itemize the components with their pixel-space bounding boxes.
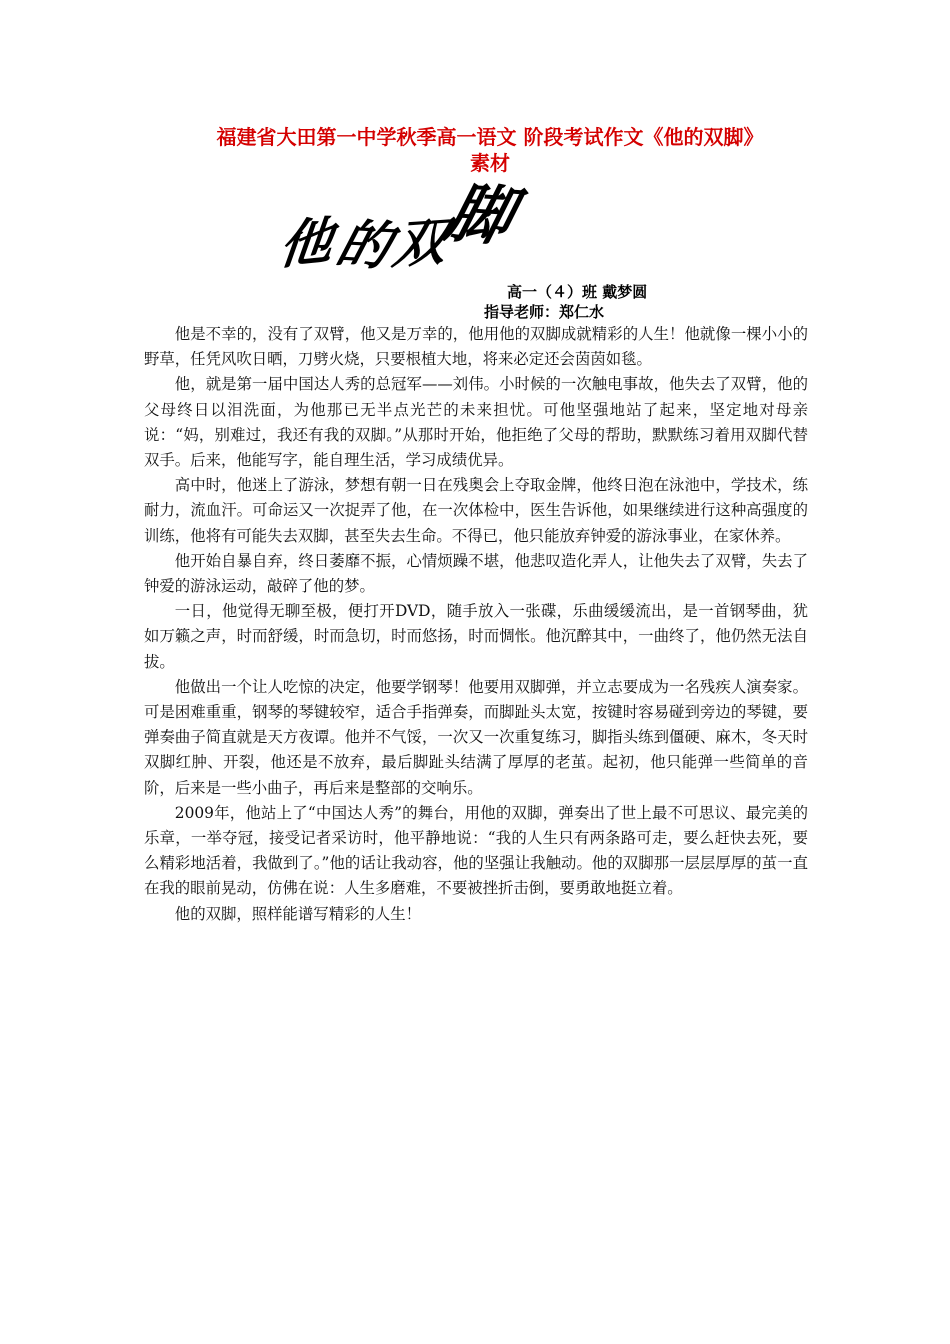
author-byline: 高一（４）班 戴梦圆 — [507, 283, 648, 301]
essay-paragraph: 高中时，他迷上了游泳，梦想有朝一日在残奥会上夺取金牌，他终日泡在泳池中，学技术，练耐力，流血汗。可命运又一次捉弄了他，在一次体检中，医生告诉他，如果继续进行这种高强度的训练，他将有可能失去双脚，甚至失去生命。不得已，他只能放弃钟爱的游泳事业，在家休养。 — [144, 476, 808, 545]
essay-paragraph: 他做出一个让人吃惊的决定，他要学钢琴！他要用双脚弹，并立志要成为一名残疾人演奏家。可是困难重重，钢琴的琴键较窄，适合手指弹奏，而脚趾头太宽，按键时容易碰到旁边的琴键，要弹奏曲子简直就是天方夜谭。他并不气馁，一次又一次重复练习，脚指头练到僵硬、麻木，冬天时双脚红肿、开裂，他还是不放弃，最后脚趾头结满了厚厚的老茧。起初，他只能弹一些简单的音阶，后来是一些小曲子，再后来是整部的交响乐。 — [144, 677, 808, 797]
calligraphy-char: 脚 — [439, 175, 521, 256]
calligraphy-char: 他 — [276, 210, 336, 277]
calligraphy-char: 的 — [330, 213, 398, 278]
calligraphy-char: 双 — [389, 211, 451, 276]
essay-body — [144, 322, 808, 927]
document-title: 福建省大田第一中学秋季高一语文 阶段考试作文《他的双脚》 — [216, 125, 764, 149]
essay-paragraph: 2009年，他站上了“中国达人秀”的舞台，用他的双脚，弹奏出了世上最不可思议、最完美的乐章，一举夺冠，接受记者采访时，他平静地说：“我的人生只有两条路可走，要么赶快去死，要么精彩地活着，我做到了。”他的话让我动容，他的坚强让我触动。他的双脚那一层层厚厚的茧一直在我的眼前晃动，仿佛在说：人生多磨难，不要被挫折击倒，要勇敢地挺立着。 — [144, 803, 808, 898]
document-title-continued: 素材 — [470, 151, 510, 175]
essay-paragraph: 他，就是第一届中国达人秀的总冠军——刘伟。小时候的一次触电事故，他失去了双臂，他的父母终日以泪洗面，为他那已无半点光芒的未来担忧。可他坚强地站了起来，坚定地对母亲说：“妈，别难过，我还有我的双脚。”从那时开始，他拒绝了父母的帮助，默默练习着用双脚代替双手。后来，他能写字，能自理生活，学习成绩优异。 — [144, 375, 808, 470]
essay-paragraph: 他开始自暴自弃，终日萎靡不振，心情烦躁不堪，他悲叹造化弄人，让他失去了双臂，失去了钟爱的游泳运动，敲碎了他的梦。 — [144, 551, 808, 596]
essay-paragraph: 他是不幸的，没有了双臂，他又是万幸的，他用他的双脚成就精彩的人生！他就像一棵小小的野草，任凭风吹日晒，刀劈火烧，只要根植大地，将来必定还会茵茵如毯。 — [144, 325, 808, 369]
essay-paragraph: 一日，他觉得无聊至极，便打开DVD，随手放入一张碟，乐曲缓缓流出，是一首钢琴曲，犹如万籁之声，时而舒缓，时而急切，时而悠扬，时而惆怅。他沉醉其中，一曲终了，他仍然无法自拔。 — [144, 602, 808, 671]
calligraphy-title — [276, 170, 521, 280]
essay-paragraph: 他的双脚，照样能谱写精彩的人生！ — [174, 904, 422, 923]
teacher-byline: 指导老师：郑仁水 — [484, 303, 605, 321]
